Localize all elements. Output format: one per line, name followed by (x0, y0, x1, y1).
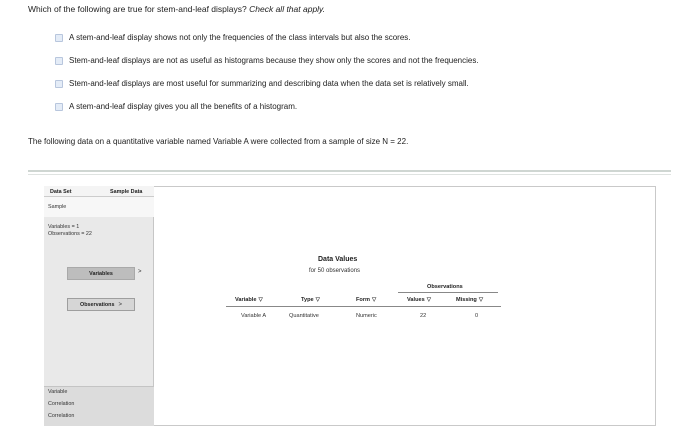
variables-count: Variables = 1 (48, 224, 80, 230)
option-row[interactable] (55, 55, 479, 66)
data-values-title: Data Values (318, 256, 358, 263)
col-form-label: Form (356, 297, 370, 303)
table-header-rule (226, 306, 501, 307)
col-header-values[interactable] (407, 297, 431, 303)
sort-icon[interactable]: ▽ (315, 297, 320, 303)
cell-missing: 0 (475, 313, 479, 319)
col-header-form[interactable] (356, 297, 376, 303)
option-row[interactable] (55, 101, 297, 112)
sidebar-item-correlation[interactable]: Correlation (48, 413, 75, 419)
col-missing-label: Missing (456, 297, 477, 303)
col-values-label: Values (407, 297, 425, 303)
variables-arrow-icon[interactable]: > (138, 269, 142, 275)
sort-icon[interactable]: ▽ (426, 297, 431, 303)
col-header-variable[interactable] (235, 297, 263, 303)
observations-arrow-icon: > (118, 301, 122, 308)
data-intro-text: The following data on a quantitative variable named Variable A were collected from a sample of size N = 22. (28, 137, 409, 146)
option-label: Stem-and-leaf displays are not as useful as histograms because they show only the scores and not the frequencies. (69, 56, 479, 65)
col-header-type[interactable] (301, 297, 320, 303)
col-type-label: Type (301, 297, 314, 303)
tab-sample-data[interactable]: Sample Data (110, 189, 143, 195)
checkbox[interactable] (55, 57, 63, 65)
cell-type: Quantitative (289, 313, 319, 319)
checkbox[interactable] (55, 103, 63, 111)
observations-count: Observations = 22 (48, 231, 92, 237)
cell-values: 22 (420, 313, 427, 319)
sort-icon[interactable]: ▽ (258, 297, 263, 303)
observations-button-label: Observations (80, 301, 115, 308)
question-instruction: Check all that apply. (249, 4, 326, 14)
option-row[interactable] (55, 32, 411, 43)
observations-button[interactable] (67, 298, 135, 311)
divider (28, 174, 671, 175)
option-label: A stem-and-leaf display gives you all the benefits of a histogram. (69, 102, 298, 111)
checkbox[interactable] (55, 80, 63, 88)
cell-form: Numeric (356, 313, 377, 319)
variables-button-label: Variables (89, 270, 113, 277)
question-stem: Which of the following are true for stem-and-leaf displays? (28, 4, 247, 14)
divider (28, 170, 671, 172)
question-text (28, 4, 325, 14)
group-underline (398, 292, 498, 293)
sidebar-item-variable[interactable]: Variable (48, 389, 68, 395)
checkbox[interactable] (55, 34, 63, 42)
sidebar-item-correlation[interactable]: Correlation (48, 401, 75, 407)
variables-button[interactable] (67, 267, 135, 280)
tab-data-set[interactable]: Data Set (50, 189, 72, 195)
sample-label: Sample (48, 204, 67, 210)
col-variable-label: Variable (235, 297, 257, 303)
option-label: Stem-and-leaf displays are most useful for summarizing and describing data when the data set is relatively small. (69, 79, 469, 88)
option-row[interactable] (55, 78, 469, 89)
sort-icon[interactable]: ▽ (478, 297, 484, 303)
data-values-subtitle: for 50 observations (309, 268, 361, 274)
cell-variable: Variable A (241, 313, 267, 319)
sort-icon[interactable]: ▽ (371, 297, 377, 303)
observations-group-header: Observations (427, 284, 463, 290)
option-label: A stem-and-leaf display shows not only the frequencies of the class intervals but also the scores. (69, 33, 411, 42)
col-header-missing[interactable] (456, 297, 483, 303)
